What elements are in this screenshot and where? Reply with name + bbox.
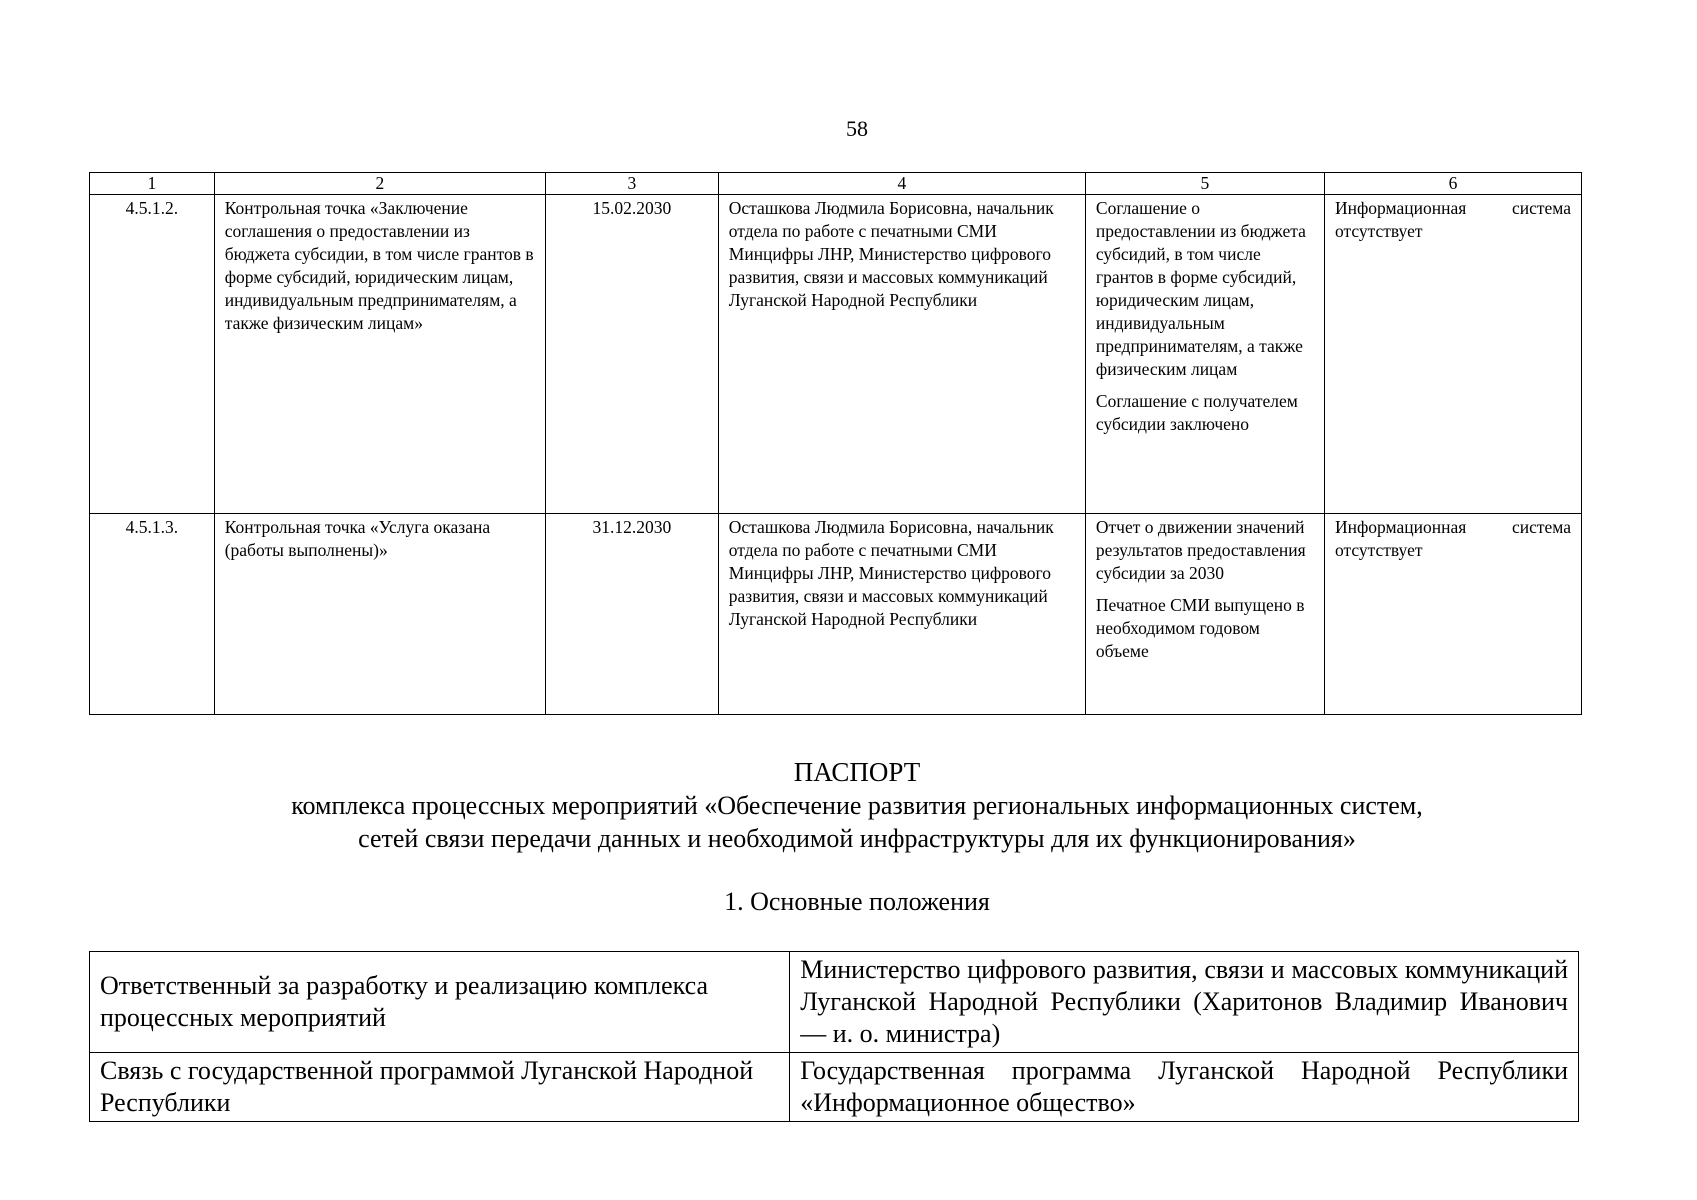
due-date: 15.02.2030 (546, 195, 719, 514)
result-document: Соглашение о предоставлении из бюджета субсидий, в том числе грантов в форме субсидий, юридическим лицам, индивидуальным предпринимателям, а также физическим лицам (1095, 198, 1306, 379)
result-cell (1085, 514, 1324, 715)
control-point-name: Контрольная точка «Заключение соглашения о предоставлении из бюджета субсидии, в том числе грантов в форме субсидий, юридическим лицам, индивидуальным предпринимателям, а также физическим лицам» (214, 195, 545, 514)
row-number: 4.5.1.2. (90, 195, 215, 514)
column-number-4: 4 (718, 173, 1085, 195)
section-title: 1. Основные положения (724, 887, 990, 916)
control-point-name: Контрольная точка «Услуга оказана (работы выполнены)» (214, 514, 545, 715)
passport-heading (0, 756, 1697, 855)
table-row (90, 195, 1582, 514)
column-number-1: 1 (90, 173, 215, 195)
passport-subtitle-line-1: комплекса процессных мероприятий «Обеспечение развития региональных информационных систем, (291, 791, 1423, 820)
column-number-2: 2 (214, 173, 545, 195)
passport-title: ПАСПОРТ (793, 757, 921, 787)
column-number-3: 3 (546, 173, 719, 195)
responsible-person: Осташкова Людмила Борисовна, начальник отдела по работе с печатными СМИ Минцифры ЛНР, Министерство цифрового развития, связи и массовых коммуникаций Луганской Народной Республики (718, 514, 1085, 715)
control-points-table (89, 172, 1582, 715)
column-number-6: 6 (1324, 173, 1581, 195)
page-number: 58 (846, 116, 868, 141)
information-system: Информационная система отсутствует (1324, 195, 1581, 514)
result-outcome: Печатное СМИ выпущено в необходимом годовом объеме (1095, 595, 1305, 661)
due-date: 31.12.2030 (546, 514, 719, 715)
provision-label: Связь с государственной программой Луганской Народной Республики (90, 1053, 790, 1122)
provision-label: Ответственный за разработку и реализацию комплекса процессных мероприятий (90, 952, 790, 1053)
table-header-row (90, 173, 1582, 195)
provision-value: Министерство цифрового развития, связи и массовых коммуникаций Луганской Народной Республики (Харитонов Владимир Иванович — и. о. министра) (790, 952, 1579, 1053)
result-cell (1085, 195, 1324, 514)
table-row (90, 1053, 1579, 1122)
responsible-person: Осташкова Людмила Борисовна, начальник отдела по работе с печатными СМИ Минцифры ЛНР, Министерство цифрового развития, связи и массовых коммуникаций Луганской Народной Республики (718, 195, 1085, 514)
result-document: Отчет о движении значений результатов предоставления субсидии за 2030 (1095, 517, 1306, 583)
result-outcome: Соглашение с получателем субсидии заключено (1095, 391, 1298, 434)
row-number: 4.5.1.3. (90, 514, 215, 715)
information-system: Информационная система отсутствует (1324, 514, 1581, 715)
table-row (90, 952, 1579, 1053)
provision-value: Государственная программа Луганской Народной Республики «Информационное общество» (790, 1053, 1579, 1122)
main-provisions-table (89, 951, 1579, 1122)
passport-subtitle-line-2: сетей связи передачи данных и необходимой инфраструктуры для их функционирования» (358, 824, 1356, 853)
table-row (90, 514, 1582, 715)
column-number-5: 5 (1085, 173, 1324, 195)
